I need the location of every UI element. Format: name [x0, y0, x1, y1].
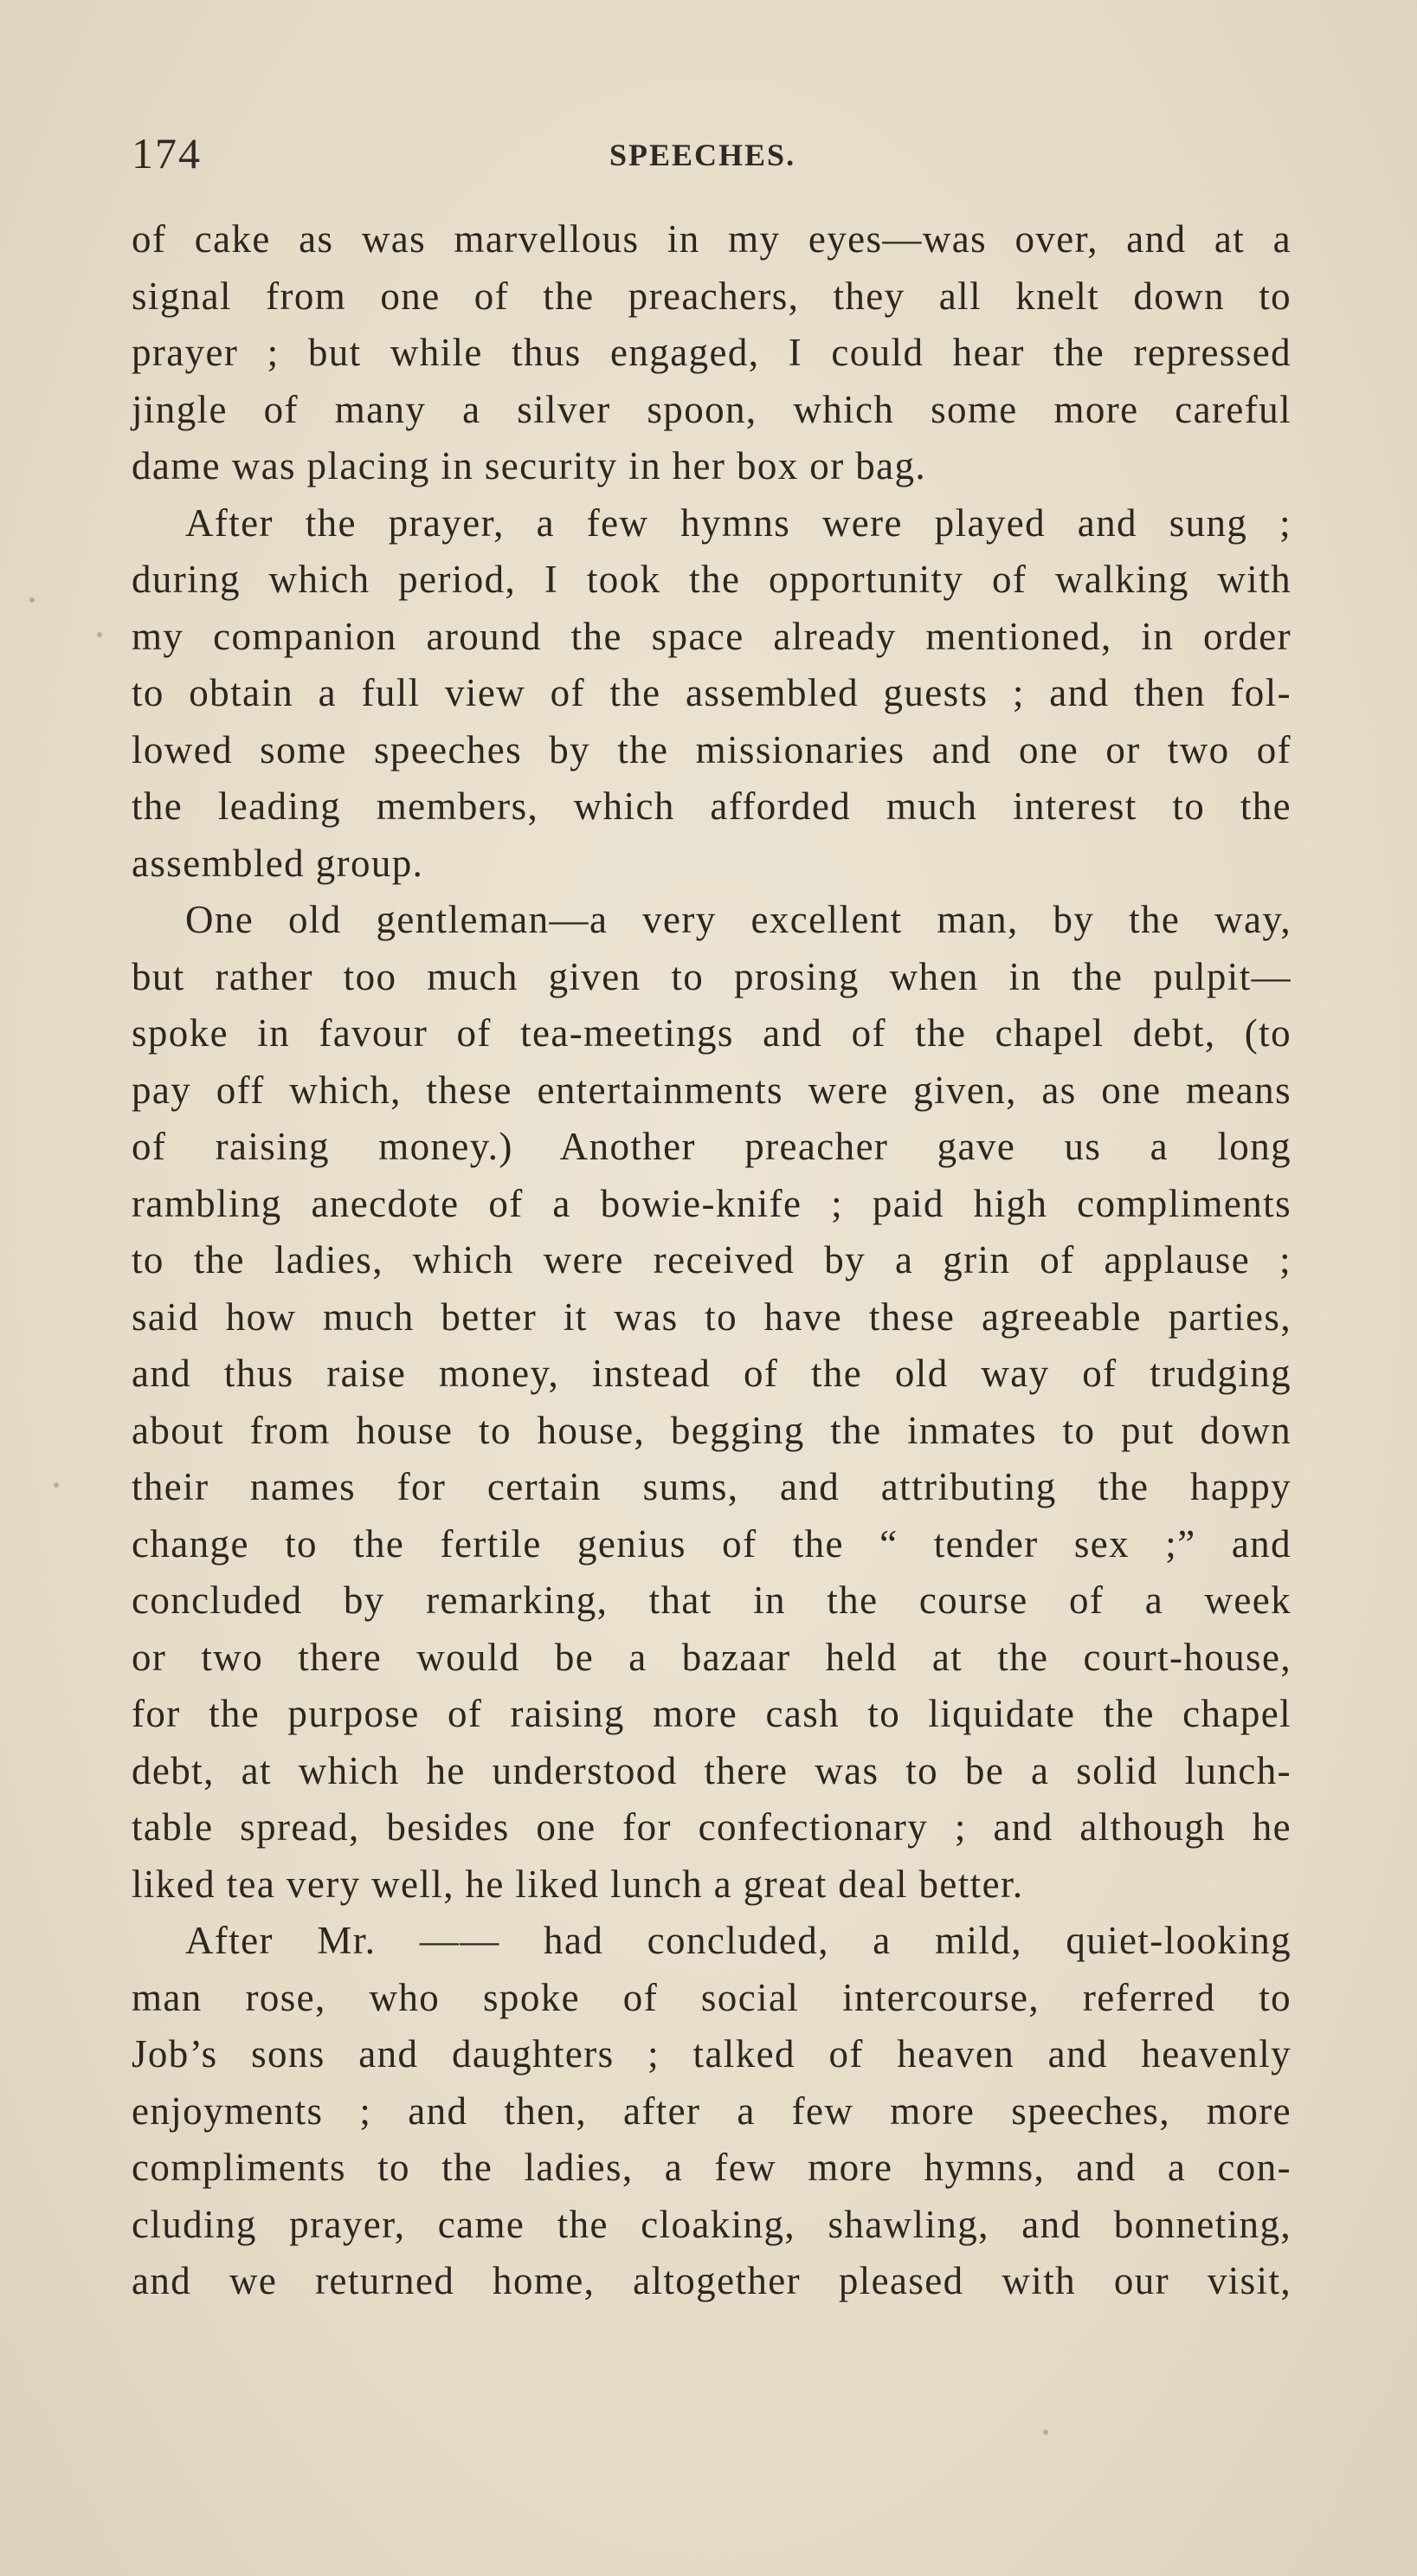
- paper-speck: [1043, 2430, 1048, 2435]
- text-line: the leading members, which afforded much interest to the: [132, 784, 1291, 828]
- text-line: of cake as was marvellous in my eyes—was over, and at a: [132, 217, 1291, 261]
- text-line: debt, at which he understood there was to be a solid lunch-: [132, 1748, 1291, 1792]
- text-line: dame was placing in security in her box or bag.: [132, 444, 927, 487]
- text-line: to the ladies, which were received by a grin of applause ;: [132, 1238, 1291, 1282]
- text-line: compliments to the ladies, a few more hymns, and a con-: [132, 2146, 1291, 2189]
- text-line: lowed some speeches by the missionaries and one or two of: [132, 727, 1291, 772]
- text-line: assembled group.: [132, 841, 424, 885]
- text-line: man rose, who spoke of social intercourse, referred to: [132, 1975, 1291, 2019]
- paragraph: [132, 892, 1291, 1913]
- text-line: jingle of many a silver spoon, which some more careful: [132, 387, 1291, 431]
- text-line: said how much better it was to have these agreeable parties,: [132, 1294, 1291, 1339]
- paragraph: [132, 211, 1291, 495]
- text-line: One old gentleman—a very excellent man, by the way,: [185, 898, 1291, 941]
- text-line: spoke in favour of tea-meetings and of the chapel debt, (to: [132, 1011, 1291, 1055]
- text-line: my companion around the space already mentioned, in order: [132, 614, 1291, 658]
- text-line: of raising money.) Another preacher gave us a long: [132, 1125, 1291, 1168]
- paper-speck: [29, 597, 35, 603]
- paper-speck: [54, 1482, 59, 1488]
- text-line: After Mr. —— had concluded, a mild, quiet-looking: [185, 1919, 1291, 1962]
- text-line: during which period, I took the opportunity of walking with: [132, 558, 1291, 601]
- text-line: concluded by remarking, that in the course of a week: [132, 1579, 1291, 1622]
- text-line: enjoyments ; and then, after a few more speeches, more: [132, 2089, 1291, 2133]
- text-line: and thus raise money, instead of the old way of trudging: [132, 1352, 1291, 1395]
- text-line: or two there would be a bazaar held at the court-house,: [132, 1635, 1291, 1679]
- text-line: signal from one of the preachers, they all knelt down to: [132, 274, 1291, 318]
- text-line: rambling anecdote of a bowie-knife ; paid high compliments: [132, 1181, 1291, 1225]
- text-line: to obtain a full view of the assembled guests ; and then fol-: [132, 671, 1291, 714]
- text-line: but rather too much given to prosing when in the pulpit—: [132, 954, 1291, 998]
- text-line: about from house to house, begging the inmates to put down: [132, 1408, 1291, 1452]
- text-line: pay off which, these entertainments were given, as one means: [132, 1068, 1291, 1112]
- text-line: table spread, besides one for confectionary ; and although he: [132, 1805, 1291, 1849]
- body-text: [132, 211, 1291, 2310]
- text-line: their names for certain sums, and attributing the happy: [132, 1465, 1291, 1508]
- text-line: change to the fertile genius of the “ tender sex ;” and: [132, 1521, 1291, 1566]
- running-head: [132, 128, 1291, 180]
- text-line: liked tea very well, he liked lunch a great deal better.: [132, 1862, 1024, 1906]
- text-line: prayer ; but while thus engaged, I could hear the repressed: [132, 331, 1291, 374]
- text-line: Job’s sons and daughters ; talked of heaven and heavenly: [132, 2032, 1291, 2076]
- paragraph: [132, 1913, 1291, 2310]
- page-number: 174: [132, 129, 202, 178]
- text-line: cluding prayer, came the cloaking, shawling, and bonneting,: [132, 2202, 1291, 2246]
- text-line: After the prayer, a few hymns were played and sung ;: [185, 500, 1291, 545]
- running-title: SPEECHES.: [609, 138, 796, 172]
- text-line: and we returned home, altogether pleased with our visit,: [132, 2259, 1291, 2302]
- paragraph: [132, 495, 1291, 893]
- paper-speck: [97, 632, 102, 637]
- text-line: for the purpose of raising more cash to liquidate the chapel: [132, 1692, 1291, 1735]
